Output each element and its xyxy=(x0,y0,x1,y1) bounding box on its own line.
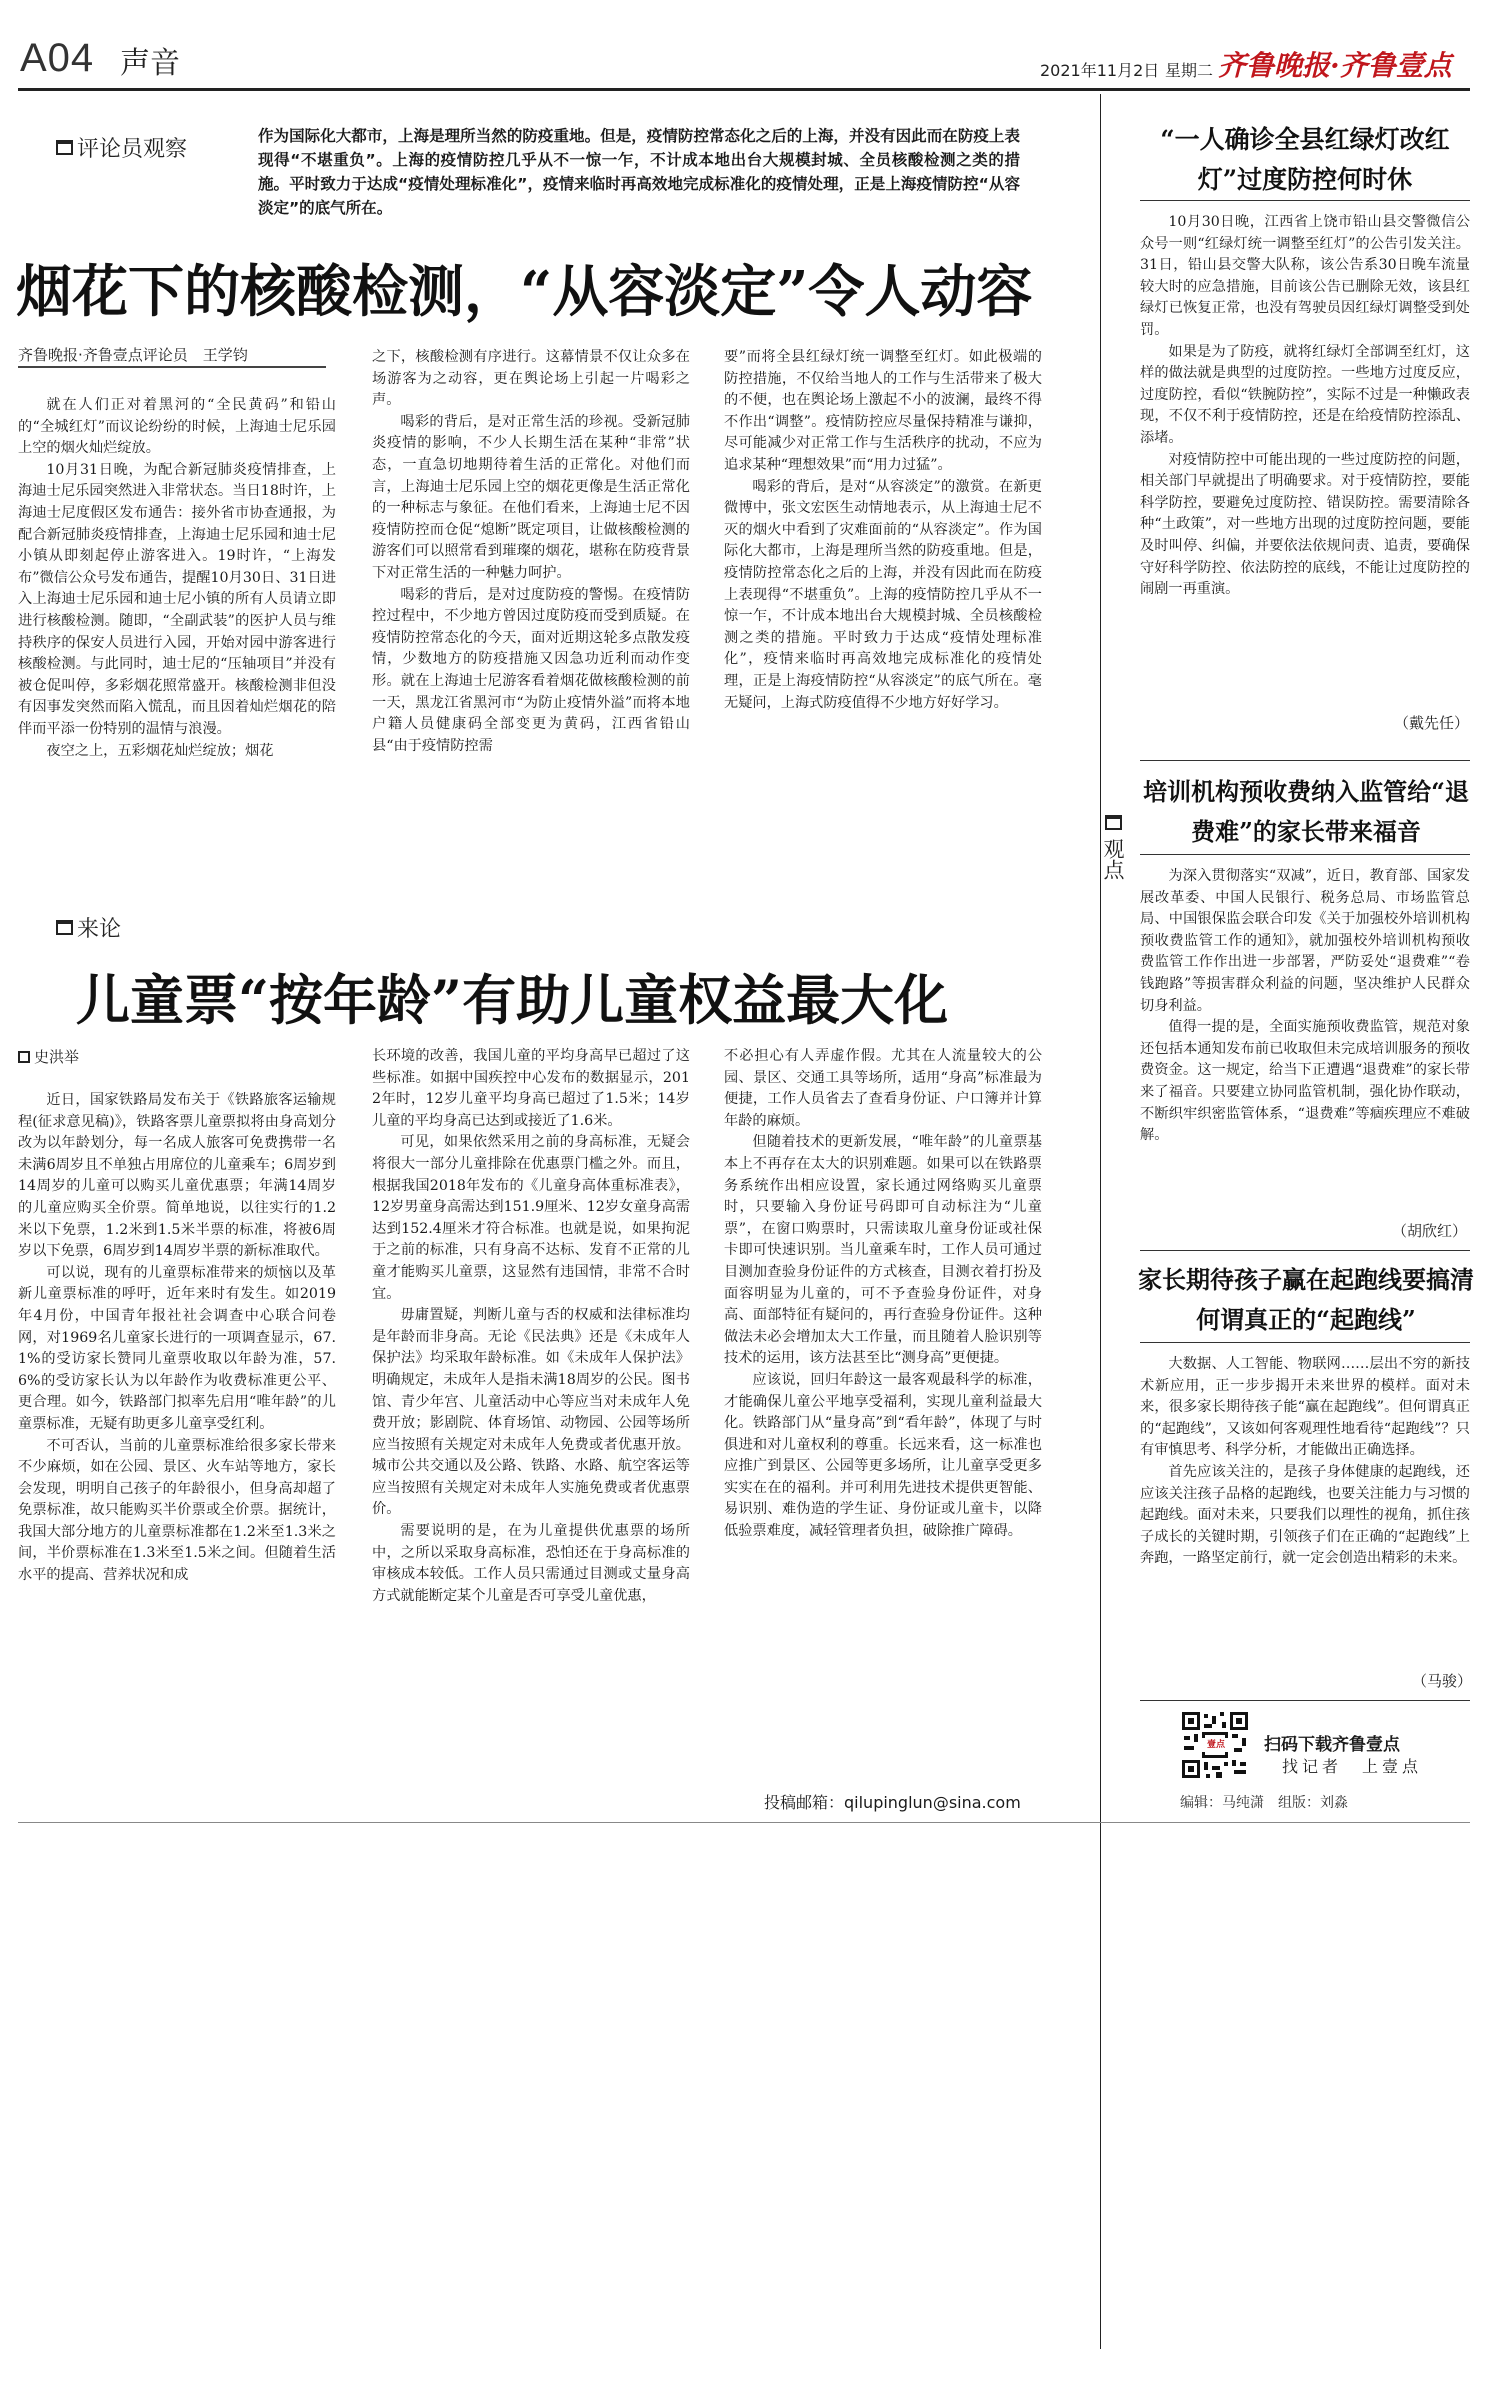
paragraph: 可以说，现有的儿童票标准带来的烦恼以及革新儿童票标准的呼吁，近年来时有发生。如2019年4月份，中国青年报社社会调查中心联合问卷网，对1969名儿童家长进行的一项调查显示，67.1%的受访家长赞同儿童票收取以年龄为准，57.6%的受访家长认为以年龄作为收费标准更公平、更合理。如今，铁路部门拟率先启用“唯年龄”的儿童票标准，无疑有助更多儿童享受红利。 xyxy=(18,1264,336,1432)
sidebar-separator xyxy=(1140,760,1470,761)
paragraph: 长环境的改善，我国儿童的平均身高早已超过了这些标准。如据中国疾控中心发布的数据显示，2012年时，12岁儿童平均身高已超过了1.5米；14岁儿童的平均身高已达到或接近了1.6米。 xyxy=(372,1048,690,1129)
paragraph: 喝彩的背后，是对正常生活的珍视。受新冠肺炎疫情的影响，不少人长期生活在某种“非常”状态，一直急切地期待着生活的正常化。对他们而言，上海迪士尼乐园上空的烟花更像是生活正常化的一种标志与象征。在他们看来，上海迪士尼不因疫情防控而仓促“熄断”既定项目，让做核酸检测的游客们可以照常看到璀璨的烟花，堪称在防疫背景下对正常生活的一种魅力呵护。 xyxy=(372,413,690,581)
article-column-2 xyxy=(372,347,690,885)
paragraph: 需要说明的是，在为儿童提供优惠票的场所中，之所以采取身高标准，恐怕还在于身高标准的审核成本较低。工作人员只需通过目测或丈量身高方式就能断定某个儿童是否可享受儿童优惠， xyxy=(372,1523,690,1604)
qr-caption: 扫码下载齐鲁壹点 xyxy=(1264,1735,1400,1755)
submission-email: 投稿邮箱：qilupinglun@sina.com xyxy=(764,1793,1021,1812)
article-column-1 xyxy=(18,395,336,885)
paragraph: 10月30日晚，江西省上饶市铅山县交警微信公众号一则“红绿灯统一调整至红灯”的公告引发关注。31日，铅山县交警大队称，该公告系30日晚车流量较大时的应急措施，目前该公告已删除无效，该县红绿灯已恢复正常，也没有驾驶员因红绿灯调整受到处罚。 xyxy=(1140,214,1470,338)
byline-rule xyxy=(18,366,326,368)
page-number: A04 xyxy=(20,36,95,80)
paragraph: 首先应该关注的，是孩子身体健康的起跑线，还应该关注孩子品格的起跑线，也要关注能力与习惯的起跑线。面对未来，只要我们以理性的视角，抓住孩子成长的关键时期，引领孩子们在正确的“起跑线”上奔跑，一路坚定前行，就一定会创造出精彩的未来。 xyxy=(1140,1463,1470,1567)
sidebar-article-body xyxy=(1140,1354,1473,1690)
qr-logo: 壹点 xyxy=(1202,1738,1230,1752)
paragraph: 毋庸置疑，判断儿童与否的权威和法律标准均是年龄而非身高。无论《民法典》还是《未成年人保护法》均采取年龄标准。如《未成年人保护法》明确规定，未成年人是指未满18周岁的公民。图书馆、青少年宫、儿童活动中心等应当对未成年人免费开放；影剧院、体育场馆、动物园、公园等场所应当按照有关规定对未成年人免费或者优惠开放。城市公共交通以及公路、铁路、水路、航空客运等应当按照有关规定对未成年人实施免费或者优惠票价。 xyxy=(372,1307,690,1518)
headline: 烟花下的核酸检测，“从容淡定”令人动容 xyxy=(16,259,1033,325)
issue-weekday: 星期二 xyxy=(1165,61,1214,80)
author-name: 史洪举 xyxy=(34,1048,80,1066)
sidebar-article-body xyxy=(1140,212,1470,732)
paragraph: 值得一提的是，全面实施预收费监管，规范对象还包括本通知发布前已收取但未完成培训服务的预收费资金。这一规定，给当下正遭遇“退费难”的家长带来了福音。只要建立协同监管机制，强化协作联动，不断织牢织密监管体系，“退费难”等痼疾理应不难破解。 xyxy=(1140,1019,1470,1144)
paragraph: 要”而将全县红绿灯统一调整至红灯。如此极端的防控措施，不仅给当地人的工作与生活带来了极大的不便，也在舆论场上激起不小的波澜，最终不得不作出“调整”。疫情防控应尽量保持精准与谦抑，尽可能减少对正常工作与生活秩序的扰动，不应为追求某种“理想效果”而“用力过猛”。 xyxy=(724,349,1042,473)
column-tag-icon xyxy=(56,140,73,155)
paragraph: 近日，国家铁路局发布关于《铁路旅客运输规程(征求意见稿)》，铁路客票儿童票拟将由身高划分改为以年龄划分，每一名成人旅客可免费携带一名未满6周岁且不单独占用席位的儿童乘车；6周岁到14周岁的儿童可以购买儿童优惠票；年满14周岁的儿童应购买全价票。简单地说，以往实行的1.2米以下免票，1.2米到1.5米半票的标准，将被6周岁以下免票，6周岁到14周岁半票的新标准取代。 xyxy=(18,1092,336,1260)
header-rule xyxy=(18,88,1470,91)
editor-credits: 编辑：马纯潇 组版：刘淼 xyxy=(1180,1795,1348,1811)
qr-code[interactable] xyxy=(1180,1710,1250,1780)
newspaper-brand: 齐鲁晚报·齐鲁壹点 xyxy=(1218,49,1452,82)
article-column-1 xyxy=(18,1090,336,1830)
paragraph: 10月31日晚，为配合新冠肺炎疫情排查，上海迪士尼乐园突然进入非常状态。当日18时许，上海迪士尼度假区发布通告：接外省市协查通报，为配合新冠肺炎疫情排查，上海迪士尼乐园和迪士尼小镇从即刻起停止游客进入。19时许，“上海发布”微信公众号发布通告，提醒10月30日、31日进入上海迪士尼乐园和迪士尼小镇的所有人员请立即进行核酸检测。随即，“全副武装”的医护人员与维持秩序的保安人员进行入园，开始对园中游客进行核酸检测。与此同时，迪士尼的“压轴项目”并没有被仓促叫停，多彩烟花照常盛开。核酸检测非但没有因事发突然而陷入慌乱，而且因着灿烂烟花的陪伴而平添一份特别的温情与浪漫。 xyxy=(18,461,336,737)
paragraph: 不必担心有人弄虚作假。尤其在人流量较大的公园、景区、交通工具等场所，适用“身高”标准最为便捷，工作人员省去了查看身份证、户口簿并计算年龄的麻烦。 xyxy=(724,1048,1042,1129)
column-tag xyxy=(56,132,187,163)
paragraph: 就在人们正对着黑河的“全民黄码”和铅山的“全城红灯”而议论纷纷的时候，上海迪士尼乐园上空的烟火灿烂绽放。 xyxy=(18,397,336,457)
sidebar-title-rule xyxy=(1140,1342,1470,1343)
issue-date: 2021年11月2日 xyxy=(1040,61,1160,80)
article-lead: 作为国际化大都市，上海是理所当然的防疫重地。但是，疫情防控常态化之后的上海，并没有因此而在防疫上表现得“不堪重负”。上海的疫情防控几乎从不一惊一乍，不计成本地出台大规模封城、全员核酸检测之类的措施。平时致力于达成“疫情处理标准化”，疫情来临时再高效地完成标准化的疫情处理，正是上海疫情防控“从容淡定”的底气所在。 xyxy=(258,127,1020,217)
sidebar-author: （胡欣红） xyxy=(1392,1222,1468,1240)
paragraph: 不可否认，当前的儿童票标准给很多家长带来不少麻烦，如在公园、景区、火车站等地方，家长会发现，明明自己孩子的年龄很小，但身高却超了免票标准，故只能购买半价票或全价票。据统计，我国大部分地方的儿童票标准都在1.2米至1.3米之间，半价票标准在1.3米至1.5米之间。但随着生活水平的提高、营养状况和成 xyxy=(18,1437,336,1584)
sidebar-title-rule xyxy=(1140,200,1470,201)
sidebar-author: （马骏） xyxy=(1412,1672,1473,1690)
headline: 儿童票“按年龄”有助儿童权益最大化 xyxy=(76,968,949,1032)
author-tag-icon xyxy=(18,1051,30,1063)
vertical-column-tag xyxy=(1100,812,1126,880)
vertical-tag-icon xyxy=(1105,815,1122,830)
sidebar-author: （戴先任） xyxy=(1394,714,1470,732)
paragraph: 大数据、人工智能、物联网……层出不穷的新技术新应用，正一步步揭开未来世界的模样。面对未来，很多家长期待孩子能“赢在起跑线”。但何谓真正的“起跑线”，又该如何客观理性地看待“起跑线”？只有审慎思考、科学分析，才能做出正确选择。 xyxy=(1140,1356,1470,1459)
paragraph: 可见，如果依然采用之前的身高标准，无疑会将很大一部分儿童排除在优惠票门槛之外。而且，根据我国2018年发布的《儿童身高体重标准表》，12岁男童身高需达到151.9厘米、12岁女童身高需达到152.4厘米才符合标准。也就是说，如果拘泥于之前的标准，只有身高不达标、发育不正常的儿童才能购买儿童票，这显然有违国情，非常不合时宜。 xyxy=(372,1134,690,1302)
sidebar-article-body xyxy=(1140,866,1470,1238)
paragraph: 应该说，回归年龄这一最客观最科学的标准，才能确保儿童公平地享受福利，实现儿童利益最大化。铁路部门从“量身高”到“看年龄”，体现了与时俱进和对儿童权利的尊重。长远来看，这一标准也应推广到景区、公园等更多场所，让儿童享受更多实实在在的福利。并可利用先进技术提供更智能、易识别、难伪造的学生证、身份证或儿童卡，以降低验票难度，减轻管理者负担，破除推广障碍。 xyxy=(724,1371,1042,1540)
column-divider xyxy=(1100,94,1101,2349)
column-tag-icon xyxy=(56,920,73,935)
footer-rule xyxy=(18,1822,1470,1823)
article-column-2 xyxy=(372,1046,690,1830)
sidebar-title-rule xyxy=(1140,854,1470,855)
sidebar-article-title: “一人确诊全县红绿灯改红灯”过度防控何时休 xyxy=(1160,125,1450,194)
paragraph: 为深入贯彻落实“双减”，近日，教育部、国家发展改革委、中国人民银行、税务总局、市场监管总局、中国银保监会联合印发《关于加强校外培训机构预收费监管工作的通知》，就加强校外培训机构预收费监管工作作出进一步部署，严防妥处“退费难”“卷钱跑路”等损害群众利益的问题，坚决维护人民群众切身利益。 xyxy=(1140,868,1470,1014)
author-tag xyxy=(18,1046,79,1067)
paragraph: 之下，核酸检测有序进行。这幕情景不仅让众多在场游客为之动容，更在舆论场上引起一片喝彩之声。 xyxy=(372,349,690,409)
paragraph: 如果是为了防疫，就将红绿灯全部调至红灯，这样的做法就是典型的过度防控。一些地方过度反应，过度防控，看似“铁腕防控”，实际不过是一种懒政表现，不仅不利于疫情防控，还是在给疫情防控添乱、添堵。 xyxy=(1140,343,1470,446)
sidebar-separator xyxy=(1140,1250,1470,1251)
column-tag-label: 来论 xyxy=(77,917,122,942)
article-column-3 xyxy=(724,1046,1042,1786)
sidebar-separator xyxy=(1140,1700,1470,1701)
paragraph: 夜空之上，五彩烟花灿烂绽放；烟花 xyxy=(46,742,274,759)
paragraph: 对疫情防控中可能出现的一些过度防控的问题，相关部门早就提出了明确要求。对于疫情防控，要能科学防控，要避免过度防控、错误防控。需要清除各种“土政策”，对一些地方出现的过度防控问题，要能及时叫停、纠偏，并要依法依规问责、追责，要确保守好科学防控、依法防控的底线，不能让过度防控的闹剧一再重演。 xyxy=(1140,451,1470,598)
column-tag-label: 评论员观察 xyxy=(77,137,188,162)
paragraph: 但随着技术的更新发展，“唯年龄”的儿童票基本上不再存在太大的识别难题。如果可以在铁路票务系统作出相应设置，家长通过网络购买儿童票时，只要输入身份证号码即可自动标注为“儿童票”，在窗口购票时，只需读取儿童身份证或社保卡即可快速识别。当儿童乘车时，工作人员可通过目测加查验身份证件的方式核查，目测衣着打扮及面容明显为儿童的，可不予查验身份证件，对身高、面部特征有疑问的，再行查验身份证件。这种做法未必会增加太大工作量，而且随着人脸识别等技术的运用，该方法甚至比“测身高”更便捷。 xyxy=(724,1134,1042,1367)
paragraph: 喝彩的背后，是对过度防疫的警惕。在疫情防控过程中，不少地方曾因过度防疫而受到质疑。在疫情防控常态化的今天，面对近期这轮多点散发疫情，少数地方的防疫措施又因急功近利而动作变形。就在上海迪士尼游客看着烟花做核酸检测的前一天，黑龙江省黑河市“为防止疫情外溢”而将本地户籍人员健康码全部变更为黄码，江西省铅山县“由于疫情防控需 xyxy=(372,586,690,754)
column-tag xyxy=(56,912,121,943)
qr-subcaption: 找记者 上壹点 xyxy=(1282,1757,1423,1776)
article-column-3 xyxy=(724,347,1042,885)
byline: 齐鲁晚报·齐鲁壹点评论员 王学钧 xyxy=(18,346,248,364)
paragraph: 喝彩的背后，是对“从容淡定”的激赏。在新更微博中，张文宏医生动情地表示，从上海迪士尼不灭的烟火中看到了灾难面前的“从容淡定”。作为国际化大都市，上海是理所当然的防疫重地。但是，疫情防控常态化之后的上海，并没有因此而在防疫上表现得“不堪重负”。上海的疫情防控几乎从不一惊一乍，不计成本地出台大规模封城、全员核酸检测之类的措施。平时致力于达成“疫情处理标准化”，疫情来临时再高效地完成标准化的疫情处理，正是上海疫情防控“从容淡定”的底气所在。毫无疑问，上海式防疫值得不少地方好好学习。 xyxy=(724,478,1042,711)
sidebar-article-title: 培训机构预收费纳入监管给“退费难”的家长带来福音 xyxy=(1143,777,1469,846)
sidebar-article-title: 家长期待孩子赢在起跑线要搞清何谓真正的“起跑线” xyxy=(1138,1265,1474,1334)
section-name: 声音 xyxy=(120,46,180,81)
vertical-tag-label: 观点 xyxy=(1101,838,1125,880)
